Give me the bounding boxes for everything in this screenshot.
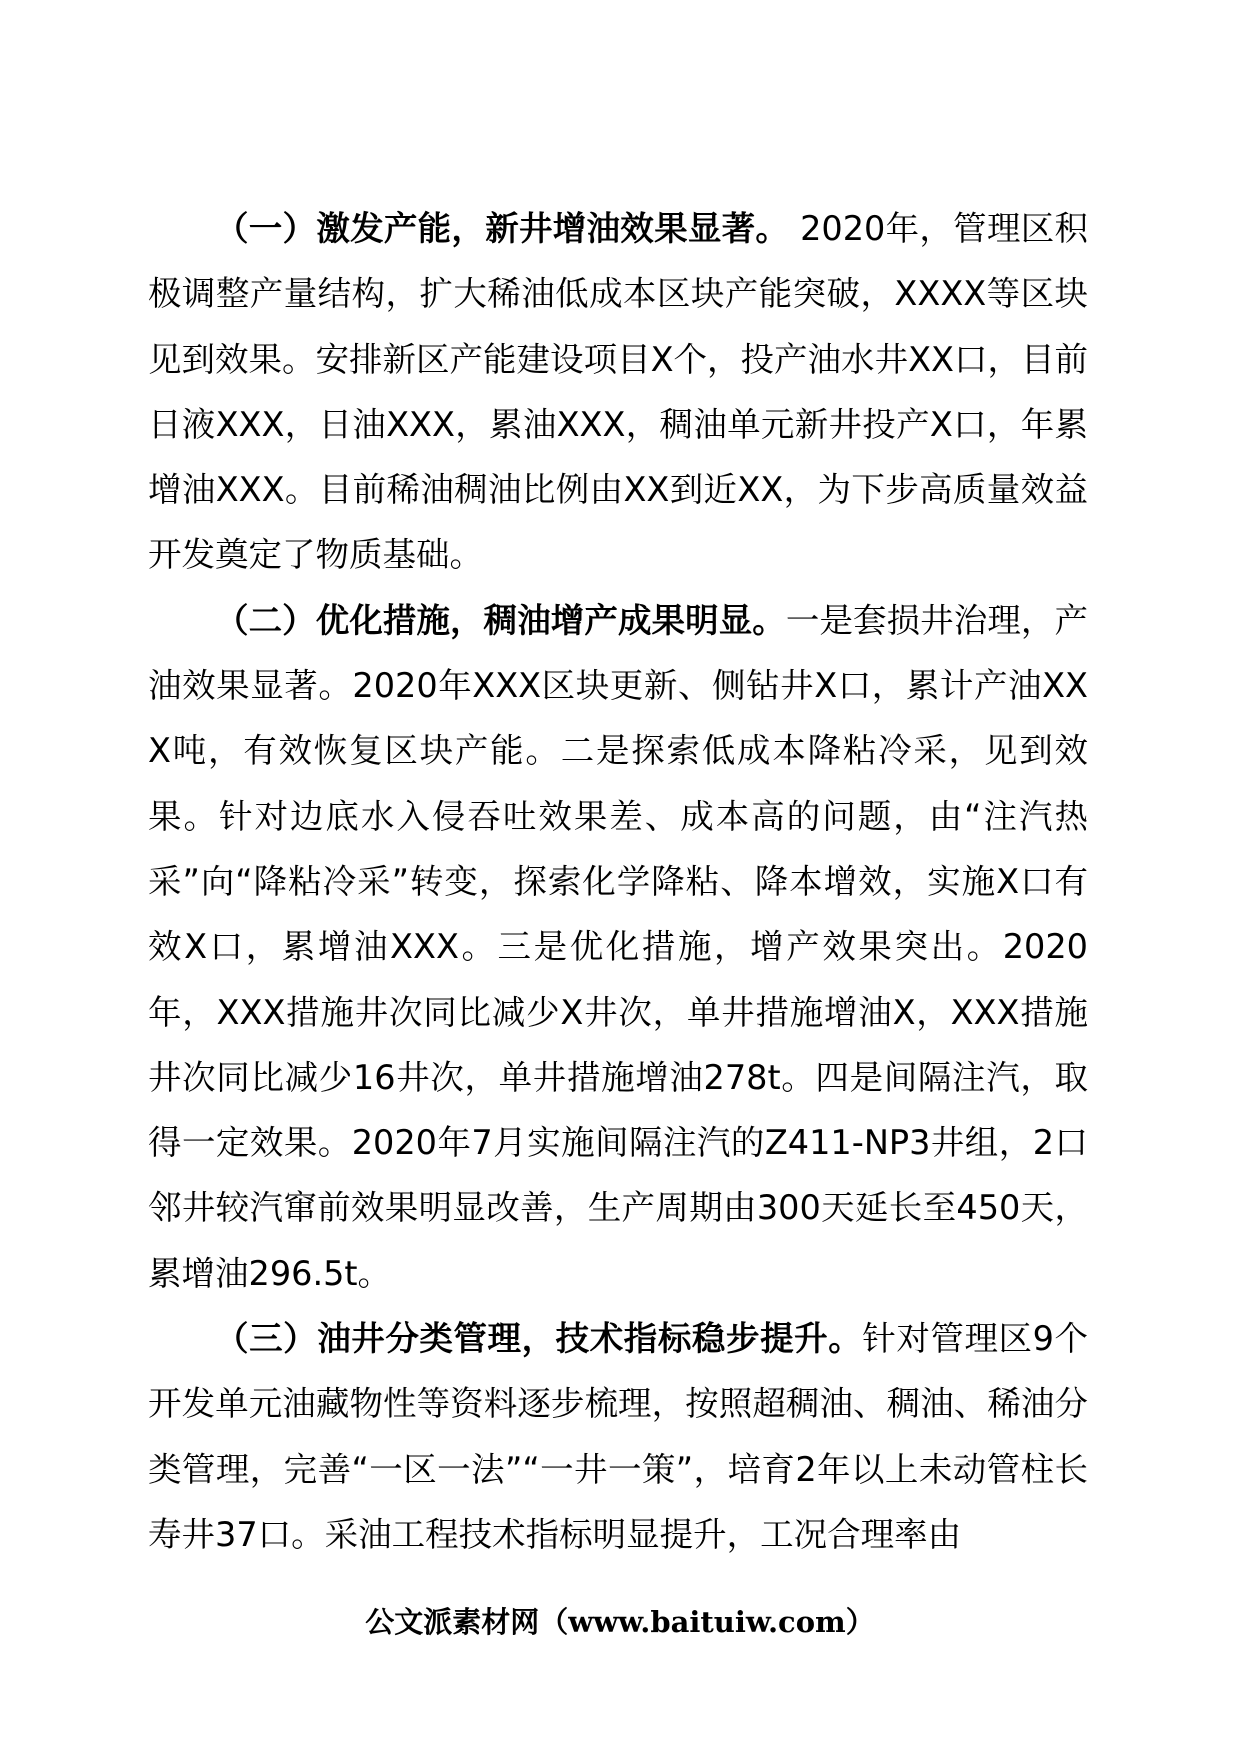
paragraph-3-text: 针对管理区9个开发单元油藏物性等资料逐步梳理，按照超稠油、稠油、稀油分类管理，完善“一区一法”“一井一策”，培育2年以上未动管柱长寿井37口。采油工程技术指标明显提升，工况合理率由 (148, 1319, 1088, 1554)
paragraph-1-text: 2020年，管理区积极调整产量结构，扩大稀油低成本区块产能突破，XXXX等区块见到效果。安排新区产能建设项目X个，投产油水井XX口，目前日液XXX，日油XXX，累油XXX，稠油单元新井投产X口，年累增油XXX。目前稀油稠油比例由XX到近XX，为下步高质量效益开发奠定了物质基础。 (148, 209, 1088, 575)
paragraph-1 (148, 196, 1088, 588)
paragraph-2 (148, 588, 1088, 1306)
page-footer-watermark: 公文派素材网（www.baituiw.com） (365, 1605, 875, 1639)
paragraph-1-heading: （一）激发产能，新井增油效果显著。 (215, 209, 790, 248)
document-body (148, 196, 1088, 1567)
paragraph-3 (148, 1306, 1088, 1567)
paragraph-2-heading: （二）优化措施，稠油增产成果明显。 (215, 600, 786, 640)
paragraph-2-text: 一是套损井治理，产油效果显著。2020年XXX区块更新、侧钻井X口，累计产油XXX吨，有效恢复区块产能。二是探索低成本降粘冷采，见到效果。针对边底水入侵吞吐效果差、成本高的问题，由“注汽热采”向“降粘冷采”转变，探索化学降粘、降本增效，实施X口有效X口，累增油XXX。三是优化措施，增产效果突出。2020年，XXX措施井次同比减少X井次，单井措施增油X，XXX措施井次同比减少16井次，单井措施增油278t。四是间隔注汽，取得一定效果。2020年7月实施间隔注汽的Z411-NP3井组，2口邻井较汽窜前效果明显改善，生产周期由300天延长至450天，累增油296.5t。 (148, 600, 1088, 1293)
paragraph-3-heading: （三）油井分类管理，技术指标稳步提升。 (215, 1319, 863, 1359)
